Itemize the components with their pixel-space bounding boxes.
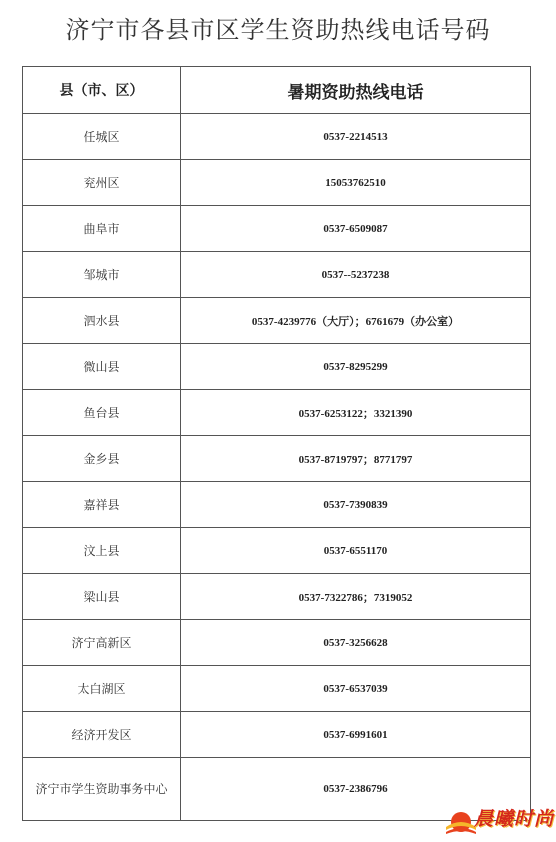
phone-cell: 0537-8295299 — [181, 344, 531, 390]
phone-cell: 0537-6537039 — [181, 666, 531, 712]
page-title: 济宁市各县市区学生资助热线电话号码 — [65, 16, 491, 44]
table-row — [23, 344, 531, 390]
county-cell: 泗水县 — [23, 298, 181, 344]
phone-cell: 0537-6991601 — [181, 712, 531, 758]
hotline-table — [22, 66, 531, 821]
table-row — [23, 528, 531, 574]
county-cell: 经济开发区 — [23, 712, 181, 758]
county-cell: 嘉祥县 — [23, 482, 181, 528]
table-row — [23, 298, 531, 344]
phone-cell: 0537-4239776（大厅）；6761679（办公室） — [181, 298, 531, 344]
county-cell: 济宁高新区 — [23, 620, 181, 666]
phone-cell: 0537-6509087 — [181, 206, 531, 252]
phone-cell: 0537-6551170 — [181, 528, 531, 574]
county-cell: 邹城市 — [23, 252, 181, 298]
phone-cell: 0537-7390839 — [181, 482, 531, 528]
county-cell: 曲阜市 — [23, 206, 181, 252]
watermark-text: 晨曦时尚 — [474, 808, 555, 830]
watermark-logo — [444, 800, 556, 838]
county-cell: 梁山县 — [23, 574, 181, 620]
phone-cell: 0537-2386796 — [181, 758, 531, 821]
table-row — [23, 620, 531, 666]
county-cell: 任城区 — [23, 114, 181, 160]
county-cell: 兖州区 — [23, 160, 181, 206]
county-cell: 鱼台县 — [23, 390, 181, 436]
county-cell: 汶上县 — [23, 528, 181, 574]
table-row — [23, 666, 531, 712]
table-row — [23, 482, 531, 528]
phone-cell: 0537-7322786；7319052 — [181, 574, 531, 620]
county-cell: 微山县 — [23, 344, 181, 390]
county-cell: 济宁市学生资助事务中心 — [23, 758, 181, 821]
county-cell: 太白湖区 — [23, 666, 181, 712]
table-row — [23, 114, 531, 160]
phone-cell: 0537-8719797；8771797 — [181, 436, 531, 482]
table-row — [23, 252, 531, 298]
phone-cell: 0537-3256628 — [181, 620, 531, 666]
phone-cell: 0537-2214513 — [181, 114, 531, 160]
column-header-phone: 暑期资助热线电话 — [181, 67, 531, 114]
table-row — [23, 712, 531, 758]
table-row — [23, 206, 531, 252]
column-header-county: 县（市、区） — [23, 67, 181, 114]
phone-cell: 0537--5237238 — [181, 252, 531, 298]
table-header-row — [23, 67, 531, 114]
sunrise-icon — [444, 800, 478, 838]
county-cell: 金乡县 — [23, 436, 181, 482]
table-row — [23, 160, 531, 206]
phone-cell: 0537-6253122；3321390 — [181, 390, 531, 436]
table-row — [23, 436, 531, 482]
table-row — [23, 390, 531, 436]
phone-cell: 15053762510 — [181, 160, 531, 206]
table-row — [23, 574, 531, 620]
